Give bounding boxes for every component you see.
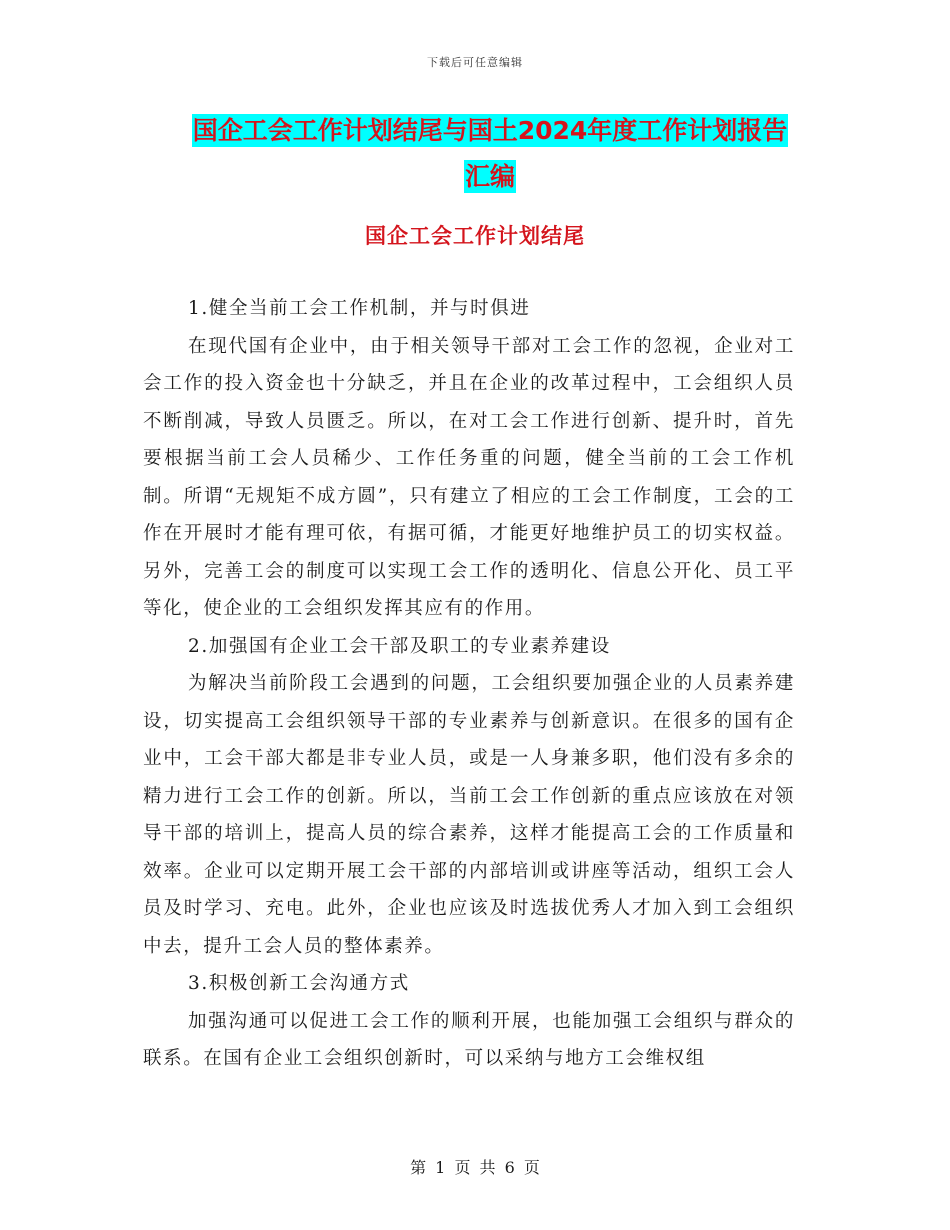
subheading-2: 2.加强国有企业工会干部及职工的专业素养建设 xyxy=(188,635,611,657)
document-title-line-1: 国企工会工作计划结尾与国土2024年度工作计划报告 xyxy=(192,116,788,145)
document-title-line-2: 汇编 xyxy=(464,162,515,191)
paragraph-3: 加强沟通可以促进工会工作的顺利开展，也能加强工会组织与群众的联系。在国有企业工会组织创新时，可以采纳与地方工会维权组 xyxy=(143,1010,795,1069)
paragraph-2: 为解决当前阶段工会遇到的问题，工会组织要加强企业的人员素养建设，切实提高工会组织领导干部的专业素养与创新意识。在很多的国有企业中，工会干部大都是非专业人员，或是一人身兼多职，他们没有多余的精力进行工会工作的创新。所以，当前工会工作创新的重点应该放在对领导干部的培训上，提高人员的综合素养，这样才能提高工会的工作质量和效率。企业可以定期开展工会干部的内部培训或讲座等活动，组织工会人员及时学习、充电。此外，企业也应该及时选拔优秀人才加入到工会组织中去，提升工会人员的整体素养。 xyxy=(143,673,795,957)
paragraph-1: 在现代国有企业中，由于相关领导干部对工会工作的忽视，企业对工会工作的投入资金也十分缺乏，并且在企业的改革过程中，工会组织人员不断削减，导致人员匮乏。所以，在对工会工作进行创新、提升时，首先要根据当前工会人员稀少、工作任务重的问题，健全当前的工会工作机制。所谓“无规矩不成方圆”，只有建立了相应的工会工作制度，工会的工作在开展时才能有理可依，有据可循，才能更好地维护员工的切实权益。另外，完善工会的制度可以实现工会工作的透明化、信息公开化、员工平等化，使企业的工会组织发挥其应有的作用。 xyxy=(143,335,795,619)
subheading-1: 1.健全当前工会工作机制，并与时俱进 xyxy=(188,298,531,319)
document-body xyxy=(143,290,795,1078)
page-header-note: 下载后可任意编辑 xyxy=(427,56,523,69)
subheading-3: 3.积极创新工会沟通方式 xyxy=(188,973,410,994)
document-title xyxy=(140,108,840,200)
page-footer-number: 第 1 页 共 6 页 xyxy=(410,1158,540,1177)
section-title: 国企工会工作计划结尾 xyxy=(365,224,585,248)
